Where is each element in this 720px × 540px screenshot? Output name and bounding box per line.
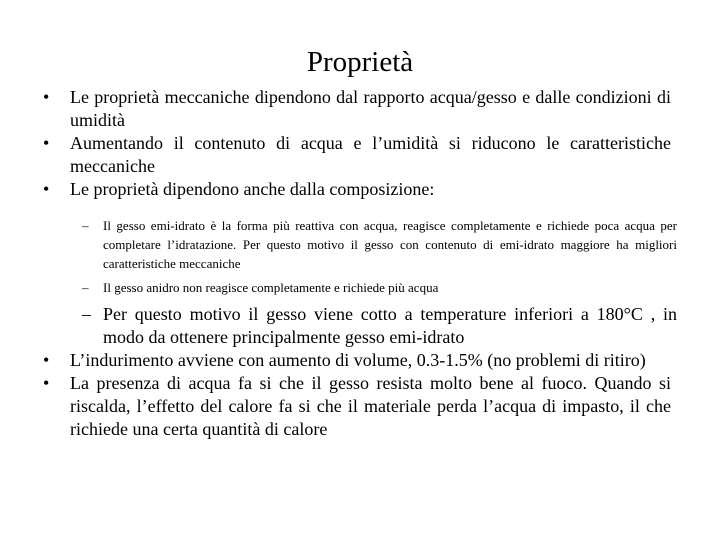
sub-item-2 [82,278,677,297]
bullet-icon: • [43,373,50,393]
bullet-item-1 [43,86,671,132]
slide-title: Proprietà [306,46,414,78]
bullet-text: L’indurimento avviene con aumento di volume, 0.3-1.5% (no problemi di ritiro) [70,350,646,370]
sub-bullet-list [0,216,720,349]
bullet-list-after [0,349,720,441]
bullet-item-5 [43,372,671,441]
dash-icon: – [82,218,89,233]
sub-item-1 [82,216,677,273]
dash-icon: – [82,280,89,295]
sub-item-text: Il gesso emi-idrato è la forma più reattiva con acqua, reagisce completamente e richiede poca acqua per completare l’idratazione. Per questo motivo il gesso con contenuto di emi-idrato maggiore ha migliori caratteristiche meccaniche [103,218,677,271]
bullet-icon: • [43,350,50,370]
bullet-text: Le proprietà dipendono anche dalla composizione: [70,179,435,199]
slide-content [0,86,720,441]
sub-item-text: Per questo motivo il gesso viene cotto a temperature inferiori a 180°C , in modo da ottenere principalmente gesso emi-idrato [103,304,677,347]
dash-icon: – [82,304,91,324]
bullet-text: Aumentando il contenuto di acqua e l’umidità si riducono le caratteristiche meccaniche [70,133,671,176]
bullet-icon: • [43,179,50,199]
bullet-icon: • [43,87,50,107]
bullet-item-4 [43,349,671,372]
bullet-icon: • [43,133,50,153]
bullet-item-2 [43,132,671,178]
sub-item-text: Il gesso anidro non reagisce completamente e richiede più acqua [103,280,439,295]
bullet-text: Le proprietà meccaniche dipendono dal rapporto acqua/gesso e dalle condizioni di umidità [70,87,671,130]
bullet-item-3 [43,178,671,201]
bullet-text: La presenza di acqua fa si che il gesso resista molto bene al fuoco. Quando si riscalda, l’effetto del calore fa si che il materiale perda l’acqua di impasto, il che richiede una certa quantità di calore [70,373,671,439]
bullet-list [0,86,720,201]
sub-item-large [82,303,677,349]
